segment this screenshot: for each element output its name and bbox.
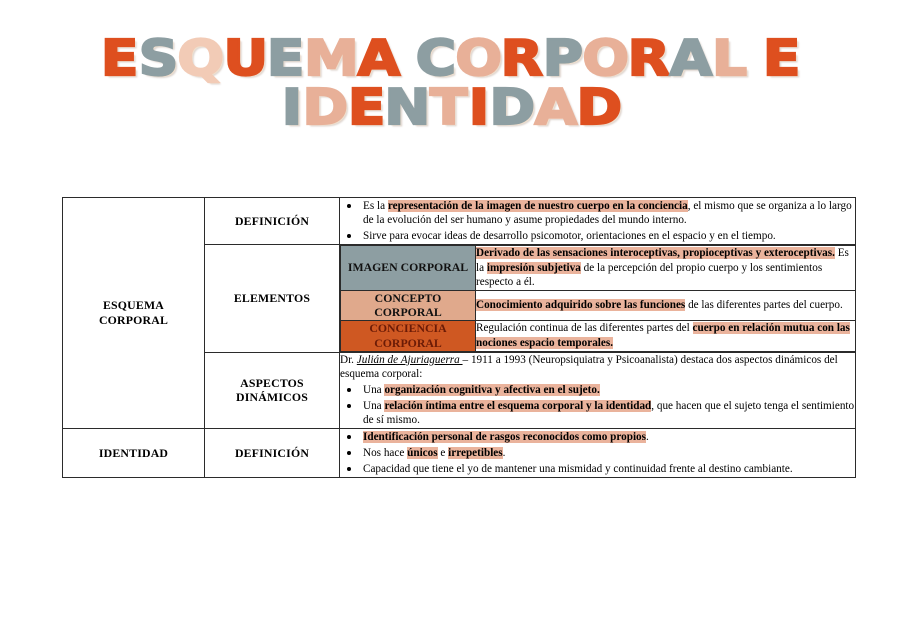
title-l1-letter-4: E — [267, 30, 307, 87]
subheading-definicion-2: DEFINICIÓN — [205, 429, 340, 477]
elemento-name-line2: CORPORAL — [374, 305, 442, 320]
elemento-name-line1: IMAGEN CORPORAL — [347, 260, 469, 275]
text-run: . — [646, 431, 649, 444]
section-label-line2: CORPORAL — [98, 313, 169, 328]
highlighted-text: Identificación personal de rasgos reconocidos como propios — [363, 431, 647, 444]
highlighted-text: Conocimiento adquirido sobre las funciones — [476, 299, 686, 312]
title-l2-letter-8: D — [575, 79, 624, 137]
title-l2-letter-4: T — [430, 79, 470, 137]
title-line-1 — [0, 30, 904, 87]
highlighted-text: irrepetibles — [448, 447, 503, 460]
subheading-line2: DINÁMICOS — [236, 390, 308, 405]
list-item — [361, 198, 855, 228]
highlighted-text: impresión subjetiva — [486, 261, 581, 274]
cell-definicion-2-body — [340, 429, 856, 477]
subheading-line1: ASPECTOS — [240, 375, 304, 390]
elemento-name-2 — [341, 290, 476, 320]
list-item — [361, 398, 855, 428]
title-l1-letter-17: E — [763, 30, 804, 87]
list-item — [361, 445, 855, 460]
page-title — [0, 30, 904, 137]
highlighted-text: Derivado de las sensaciones interoceptivas, propioceptivas y exteroceptivas. — [476, 246, 835, 259]
title-l1-letter-9: O — [454, 30, 504, 87]
elementos-table — [340, 245, 856, 352]
section-label-identidad: IDENTIDAD — [63, 429, 205, 477]
title-l2-letter-2: E — [347, 79, 388, 137]
elemento-row — [341, 245, 856, 290]
elemento-name-3 — [341, 321, 476, 351]
text-run: Es la — [363, 200, 388, 212]
highlighted-text: representación de la imagen de nuestro cuerpo en la conciencia — [387, 200, 688, 212]
text-run: , que hacen que el sujeto tenga el sentimiento de sí mismo. — [363, 400, 855, 427]
text-run: Regulación continua de las diferentes partes del — [476, 322, 693, 335]
title-l1-letter-8: C — [415, 30, 458, 87]
highlighted-text: cuerpo en relación mutua con las nociones espacio temporales. — [476, 322, 850, 349]
text-run: Una — [363, 384, 385, 397]
title-l2-letter-6: D — [489, 79, 538, 137]
title-l1-letter-1: S — [138, 30, 181, 87]
text-run: e — [437, 447, 449, 460]
title-l1-letter-12: O — [582, 30, 632, 87]
content-table — [62, 197, 856, 478]
text-run: Una — [363, 400, 385, 413]
highlighted-text: organización cognitiva y afectiva en el sujeto. — [384, 384, 600, 397]
section-label-line1: ESQUEMA — [102, 298, 165, 313]
elemento-description-1 — [476, 245, 856, 290]
text-run: – 1911 a 1993 (Neuropsiquiatra y Psicoanalista) destaca dos aspectos dinámicos del esquema corporal: — [340, 353, 838, 380]
title-l1-letter-14: A — [669, 30, 715, 87]
title-l1-letter-2: Q — [177, 30, 227, 87]
elemento-description-2 — [476, 290, 856, 320]
elemento-row — [341, 290, 856, 320]
title-l2-letter-7: A — [534, 79, 579, 137]
title-l2-letter-1: D — [302, 79, 351, 137]
bullet-list-definicion-2 — [340, 429, 855, 476]
title-l1-letter-11: P — [542, 30, 586, 87]
title-l2-letter-0: I — [281, 79, 305, 137]
text-run: Nos hace — [363, 447, 408, 460]
list-item — [361, 228, 855, 243]
aspectos-lead-text — [340, 353, 855, 382]
list-item — [361, 382, 855, 397]
text-run: Sirve para evocar ideas de desarrollo psicomotor, orientaciones en el espacio y en el tiempo. — [363, 230, 776, 243]
highlighted-text: únicos — [407, 447, 438, 460]
table-row — [63, 429, 856, 477]
title-l2-letter-3: N — [384, 79, 433, 137]
text-run: Capacidad que tiene el yo de mantener una mismidad y continuidad frente al destino cambiante. — [363, 462, 793, 475]
title-l1-letter-3: U — [223, 30, 270, 87]
text-run: . — [502, 447, 506, 460]
elemento-row — [341, 321, 856, 351]
cell-elementos-body — [340, 244, 856, 352]
title-line-2 — [0, 79, 904, 137]
text-run: Dr. — [340, 353, 357, 366]
title-l1-letter-5: M — [303, 30, 361, 87]
text-run: de las diferentes partes del cuerpo. — [685, 299, 843, 312]
text-run: de la percepción del propio cuerpo y los sentimientos respecto a él. — [476, 261, 823, 289]
bullet-list-definicion-1 — [340, 198, 855, 243]
elemento-name-line1: CONCIENCIA — [369, 321, 447, 336]
title-l1-letter-10: R — [500, 30, 546, 87]
section-label-esquema-corporal — [63, 198, 205, 429]
list-item — [361, 461, 855, 476]
emphasised-name: Julián de Ajuriaguerra — [356, 353, 463, 366]
elemento-name-line1: CONCEPTO — [374, 290, 442, 305]
table-row — [63, 198, 856, 245]
title-l1-letter-13: R — [628, 30, 673, 87]
text-run: , el mismo que se organiza a lo largo de la evolución del ser humano y asume propiedades del mundo interno. — [363, 200, 852, 227]
title-l1-letter-6: A — [357, 30, 402, 87]
title-l2-letter-5: I — [468, 79, 492, 137]
list-item — [361, 429, 855, 444]
elemento-description-3 — [476, 321, 856, 351]
text-run: Es la — [476, 246, 849, 274]
title-l1-letter-15: L — [712, 30, 750, 87]
subheading-elementos: ELEMENTOS — [205, 244, 340, 352]
subheading-aspectos-dinamicos — [205, 352, 340, 429]
elemento-name-1 — [341, 245, 476, 290]
cell-definicion-1-body — [340, 198, 856, 245]
subheading-definicion-1: DEFINICIÓN — [205, 198, 340, 245]
cell-aspectos-body — [340, 352, 856, 429]
highlighted-text: relación íntima entre el esquema corporal y la identidad — [384, 400, 652, 413]
title-l1-letter-0: E — [100, 30, 141, 87]
bullet-list-aspectos — [340, 382, 855, 427]
elemento-name-line2: CORPORAL — [374, 335, 442, 350]
